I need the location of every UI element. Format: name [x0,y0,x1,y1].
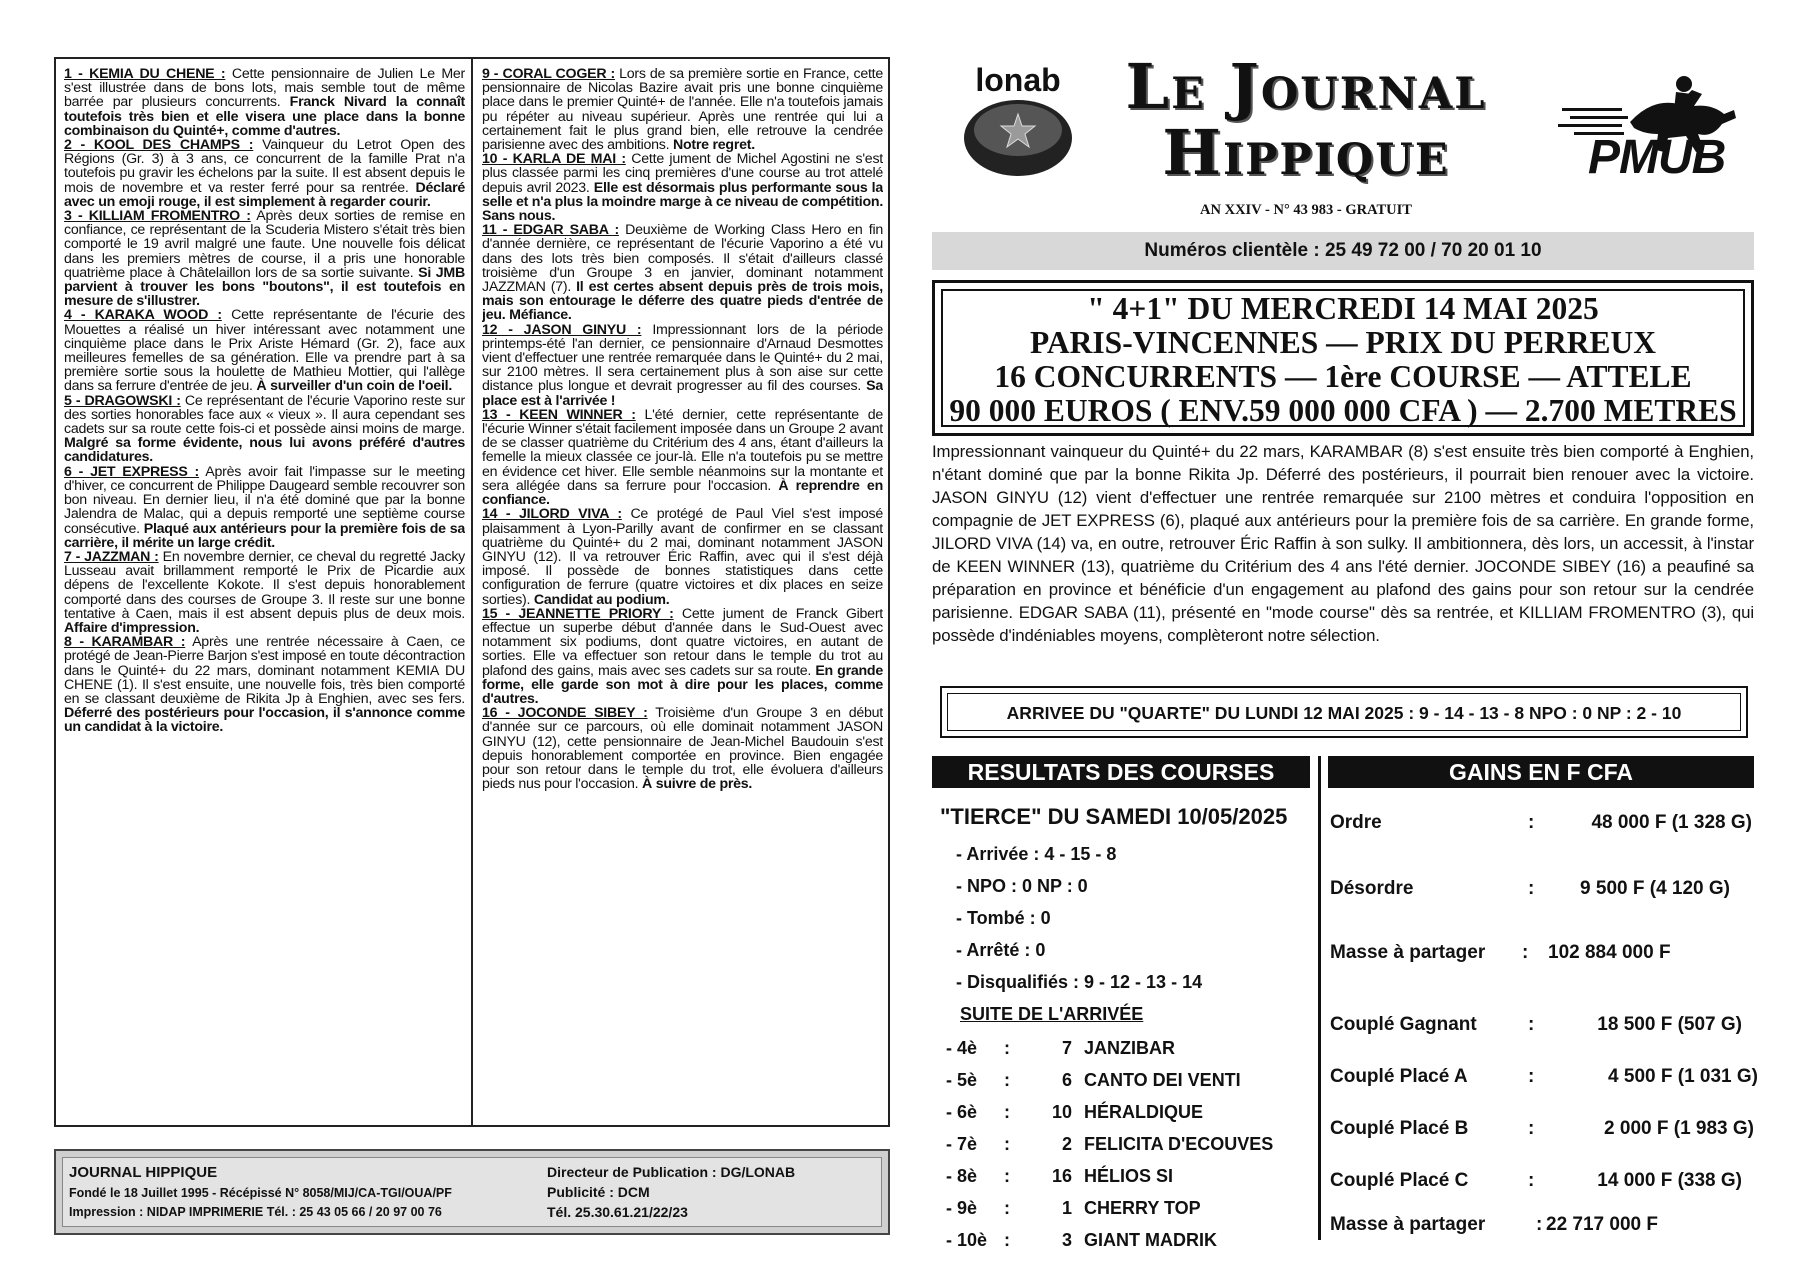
tierce-fallen: - Tombé : 0 [956,908,1051,928]
colophon-printing: Impression : NIDAP IMPRIMERIE Tél. : 25 43 05 66 / 20 97 00 76 [69,1205,442,1219]
colophon-publisher-info [69,1162,539,1222]
horse-entry: 2 - KOOL DES CHAMPS : Vainqueur du Letrot Open des Régions (Gr. 3) à 3 ans, ce concurrent de la famille Prat n'a toutefois pu gravir les échelons par la suite. Il est absent depuis le mois de novembre et va rester ferré pour sa rentrée. Déclaré avec un emoji rouge, il est simplement à regarder courir. [64,137,465,210]
masthead-title-line2: Hippique [1162,116,1450,189]
horse-entry: 11 - EDGAR SABA : Deuxième de Working Class Hero en fin d'année dernière, ce représentant de l'écurie Vaporino a été vu dans des lots très bien composés. Il s'était d'ailleurs classé troisième d'un Groupe 3 en janvier, dominant notamment JAZZMAN (7). Il est certes absent depuis près de trois mois, mais son entourage le déferre des quatre pieds d'entrée de jeu. Méfiance. [482,222,883,324]
client-numbers-bar: Numéros clientèle : 25 49 72 00 / 70 20 01 10 [932,232,1754,270]
colophon-inner [62,1157,882,1227]
horse-entry: 4 - KARAKA WOOD : Cette représentante de l'écurie des Mouettes a réalisé un hiver intéressant avec notamment une cinquième place dans le Prix Ariste Hémard (Gr. 2), face aux meilleures femelles de sa génération. Elle va prendre part à sa première sortie sous la houlette de Mathieu Mottier, qui l'allège dans sa ferrure d'entrée de jeu. À surveiller d'un coin de l'oeil. [64,307,465,395]
colophon-phone: Tél. 25.30.61.21/22/23 [547,1204,688,1220]
masthead-title [1086,50,1526,189]
commentary-column-right [482,67,883,1117]
colophon-box [54,1149,890,1235]
race-field-line: 16 CONCURRENTS — 1ère COURSE — ATTELE [994,359,1692,394]
race-venue-line: PARIS-VINCENNES — PRIX DU PERREUX [1030,325,1656,360]
colophon-direction-info [547,1162,877,1222]
horse-entry: 5 - DRAGOWSKI : Ce représentant de l'écurie Vaporino reste sur des sorties honorables face aux « vieux ». Il aura cependant ses cadets sur sa route cette fois-ci et possède ainsi moins de marge. Malgré sa forme évidente, nous lui avons préféré d'autres candidatures. [64,392,465,466]
race-summary-text: Impressionnant vainqueur du Quinté+ du 22 mars, KARAMBAR (8) s'est ensuite très bien comporté à Enghien, n'étant dominé que par la bonne Rikita Jp. Déferré des postérieurs, il pourrait bien renouer avec la victoire. JASON GINYU (12) vient d'effectuer une rentrée remarquée sur 2100 mètres et conduira l'opposition en compagnie de JET EXPRESS (6), plaqué aux antérieurs pour la première fois de sa carrière. En grande forme, JILORD VIVA (14) va, en outre, retrouver Éric Raffin à son sulky. Il ambitionnera, dès lors, un accessit, à l'instar de KEEN WINNER (13), quatrième du Critérium des 4 ans l'été dernier. JOCONDE SIBEY (16) a peaufiné sa préparation en province et bénéficie d'un engagement au plafond des gains pour son retour sur la cendrée parisienne. EDGAR SABA (11), présenté en "mode course" dès sa rentrée, et KILLIAM FROMENTRO (3), qui possède d'indéniables moyens, complèteront notre sélection. [932,442,1754,645]
colophon-publicity: Publicité : DCM [547,1184,650,1200]
race-title-inner [941,289,1745,427]
column-divider [471,59,473,1125]
pmub-logo-text: PMUB [1588,131,1726,184]
horse-entry: 3 - KILLIAM FROMENTRO : Après deux sorties de remise en confiance, ce représentant de la Scuderia Mistero s'était très bien comporté le 19 avril malgré une faute. Une nouvelle fois délicat dans les premiers mètres de course, il a pris une honorable quatrième place à Châtelaillon lors de sa sortie suivante. Si JMB parvient à trouver les bons "boutons", il est toutefois en mesure de s'illustrer. [64,208,465,310]
tierce-npo: - NPO : 0 NP : 0 [956,876,1088,896]
horse-entry: 15 - JEANNETTE PRIORY : Cette jument de Franck Gibert effectue un superbe début d'année dans le Sud-Ouest avec notamment six podiums, dont quatre victoires, en autant de sorties. Elle va effectuer son retour dans le temple du trot au plafond des gains, mais avec ses cadets sur sa route. En grande forme, elle garde son mot à dire pour les places, comme d'autres. [482,605,883,707]
horse-entry: 10 - KARLA DE MAI : Cette jument de Michel Agostini ne s'est plus classée parmi les cinq premières d'une course au trot attelé depuis avril 2023. Elle est désormais plus performante sous la selle et n'a plus la moindre marge à ce niveau de compétition. Sans nous. [482,151,883,225]
tierce-disqualified: - Disqualifiés : 9 - 12 - 13 - 14 [956,972,1203,992]
race-title-line: " 4+1" DU MERCREDI 14 MAI 2025 [1087,291,1599,326]
horse-entry: 6 - JET EXPRESS : Après avoir fait l'impasse sur le meeting d'hiver, ce concurrent de Philippe Daugeard semble recouvrer son bon niveau. En dernier lieu, il n'a été dominé que par la bonne Jalendra de Malac, qui a depuis remporté une septième course consécutive. Plaqué aux antérieurs pour la première fois de sa carrière, il mérite un large crédit. [64,463,465,551]
colophon-founded: Fondé le 18 Juillet 1995 - Récépissé N° 8058/MIJ/CA-TGI/OUA/PF [69,1186,452,1200]
commentary-column-left [64,67,465,1117]
tierce-arrival: - Arrivée : 4 - 15 - 8 [956,844,1117,864]
horse-entry: 14 - JILORD VIVA : Ce protégé de Paul Viel s'est imposé plaisamment à Lyon-Parilly avant de confirmer en se classant quatrième du Quinté+ du 2 mai, dominant notamment JASON GINYU (12). Il va retrouver Éric Raffin, avec qui il s'est déjà imposé. Il possède de bonnes statistiques dans cette configuration de ferrure (quatre victoires et dix places en seize sorties). Candidat au podium. [482,506,883,608]
horse-entry: 1 - KEMIA DU CHENE : Cette pensionnaire de Julien Le Mer s'est illustrée dans de bons lots, mais semble tout de même barrée par plusieurs concurrents. Franck Nivard la connaît toutefois très bien et elle visera une place dans la bonne combinaison du Quinté+, comme d'autres. [64,67,465,139]
horse-entry: 8 - KARAMBAR : Après une rentrée nécessaire à Caen, ce protégé de Jean-Pierre Barjon s'est imposé en toute décontraction dans le Quinté+ du 22 mars, dominant notamment KEMIA DU CHENE (1). Il s'est ensuite, une nouvelle fois, très bien comporté en se classant deuxième de Rikita Jp à Enghien, avec ses fers. Déferré des postérieurs pour l'occasion, il s'annonce comme un candidat à la victoire. [64,634,465,736]
horse-entry: 16 - JOCONDE SIBEY : Troisième d'un Groupe 3 en début d'année sur ce parcours, où elle dominait notamment JASON GINYU (12), cette pensionnaire de Jean-Michel Baudouin s'est depuis honorablement comportée en province. Bien engagée pour son retour dans le temple du trot, elle évoluera d'ailleurs pieds nus pour l'occasion. À suivre de près. [482,705,883,793]
quarte-arrival-text: ARRIVEE DU "QUARTE" DU LUNDI 12 MAI 2025 : 9 - 14 - 13 - 8 NPO : 0 NP : 2 - 10 [947,693,1741,731]
gains-header: GAINS EN F CFA [1328,756,1754,788]
colophon-title: JOURNAL HIPPIQUE [69,1164,218,1181]
suite-title: SUITE DE L'ARRIVÉE [960,1004,1144,1024]
tierce-title: "TIERCE" DU SAMEDI 10/05/2025 [940,804,1288,829]
horse-entry: 13 - KEEN WINNER : L'été dernier, cette représentante de l'écurie Winner s'était facilement imposée dans un Groupe 2 avant de se classer quatrième du Critérium des 4 ans, étant d'ailleurs la femelle la mieux classée ce jour-là. Elle n'a toutefois pu se mettre en évidence cet hiver. Elle semble néanmoins sur la montante et sera allégée dans sa ferrure pour l'occasion. À reprendre en confiance. [482,406,883,509]
colophon-director: Directeur de Publication : DG/LONAB [547,1164,796,1180]
horse-entry: 9 - CORAL COGER : Lors de sa première sortie en France, cette pensionnaire de Nicolas Bazire avait pris une bonne cinquième place dans le premier Quinté+ de l'année. Elle n'a toutefois jamais pu répéter au niveau supérieur. Après une rentrée qui lui a certainement fait le plus grand bien, elle retrouve la cendrée parisienne avec des ambitions. Notre regret. [482,67,883,154]
results-header: RESULTATS DES COURSES [932,756,1310,788]
tierce-stopped: - Arrêté : 0 [956,940,1046,960]
race-purse-line: 90 000 EUROS ( ENV.59 000 000 CFA ) — 2.700 METRES [949,393,1737,428]
horse-entry: 12 - JASON GINYU : Impressionnant lors de la période printemps-été l'an dernier, ce pensionnaire d'Arnaud Desmottes vient d'effectuer une rentrée remarquée dans le Quinté+ du 2 mai, sur 2100 mètres. Il sera certainement plus à son aise sur cette distance plus longue et devrait progresser au fil des courses. Sa place est à l'arrivée ! [482,321,883,409]
horse-commentary-box [54,57,890,1127]
race-title-box [932,280,1754,436]
quarte-arrival-box [940,686,1748,738]
edition-info: AN XXIV - N° 43 983 - GRATUIT [1200,202,1412,218]
lonab-logo-text: lonab [975,62,1061,98]
horse-entry: 7 - JAZZMAN : En novembre dernier, ce cheval du regretté Jacky Lusseau avait brillamment remporté le Prix de Picardie aux dépens de l'excellente Kokote. Il s'est depuis honorablement comporté dans des courses de Groupe 3. Il reste sur une bonne tentative à Caen, mais il est absent depuis plus de deux mois. Affaire d'impression. [64,548,465,636]
masthead-title-line1: Le Journal [1125,50,1487,123]
